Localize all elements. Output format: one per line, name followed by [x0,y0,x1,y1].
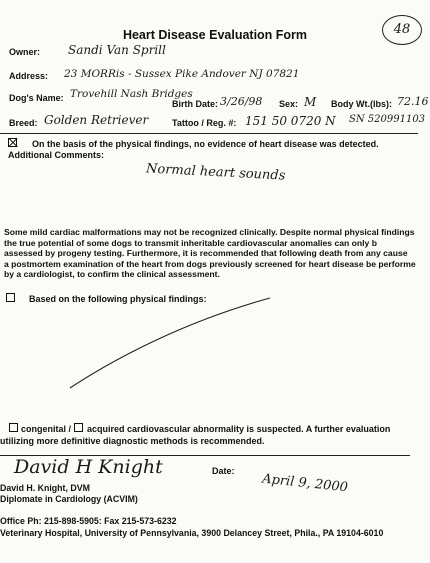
body-weight-label: Body Wt.(lbs): [331,99,392,109]
birth-date-value: 3/26/98 [220,95,263,108]
disclaimer-line-1: Some mild cardiac malformations may not be recognized clinically. Despite normal physical findings [4,227,415,237]
no-disease-label: On the basis of the physical findings, no evidence of heart disease was detected. [32,139,379,149]
further-evaluation-label: utilizing more definitive diagnostic methods is recommended. [0,436,265,446]
address-label: Address: [9,71,49,81]
address-value: 23 MORRis - Sussex Pike Andover NJ 07821 [64,68,300,80]
signature: David H Knight [14,456,163,478]
page-number: 48 [382,15,422,45]
based-on-findings-label: Based on the following physical findings: [29,294,207,304]
owner-label: Owner: [9,47,41,57]
birth-date-label: Birth Date: [172,99,219,109]
breed-label: Breed: [9,118,38,128]
comments-label: Additional Comments: [8,150,104,160]
congenital-label: congenital / [21,424,72,434]
date-value: April 9, 2000 [261,471,349,496]
dog-name-value: Trovehill Nash Bridges [70,88,193,100]
hospital-address: Veterinary Hospital, University of Pennsylvania, 3900 Delancey Street, Phila., PA 19104-6010 [0,528,384,538]
comments-value: Normal heart sounds [145,161,286,184]
breed-value: Golden Retriever [44,113,149,127]
office-contact: Office Ph: 215-898-5905: Fax 215-573-6232 [0,516,177,526]
sex-value: M [304,95,317,109]
date-label: Date: [212,466,235,476]
disclaimer-line-2: the true potential of some dogs to transmit inheritable cardiovascular anomalies can only b [4,237,377,248]
dog-name-label: Dog's Name: [9,93,64,103]
form-title: Heart Disease Evaluation Form [122,28,308,42]
disclaimer-line-5: by a cardiologist, to confirm the clinical assessment. [4,269,220,279]
sn-value: SN 520991103 [349,114,426,125]
body-weight-value: 72.16 [397,95,429,108]
congenital-checkbox[interactable] [9,423,18,432]
tattoo-value: 151 50 0720 N [245,114,336,128]
owner-value: Sandi Van Sprill [68,43,166,57]
sex-label: Sex: [279,99,299,109]
disclaimer-line-3: assessed by progeny testing. Furthermore, it is recommended that following death from any cause [4,248,408,258]
acquired-checkbox[interactable] [74,423,83,432]
doctor-title: Diplomate in Cardiology (ACVIM) [0,494,138,504]
acquired-label: acquired cardiovascular abnormality is suspected. A further evaluation [87,424,391,434]
doctor-name: David H. Knight, DVM [0,483,90,493]
disclaimer-line-4: a postmortem examination of the heart from dogs previously screened for heart disease be performe [4,258,416,269]
tattoo-label: Tattoo / Reg. #: [172,118,237,128]
